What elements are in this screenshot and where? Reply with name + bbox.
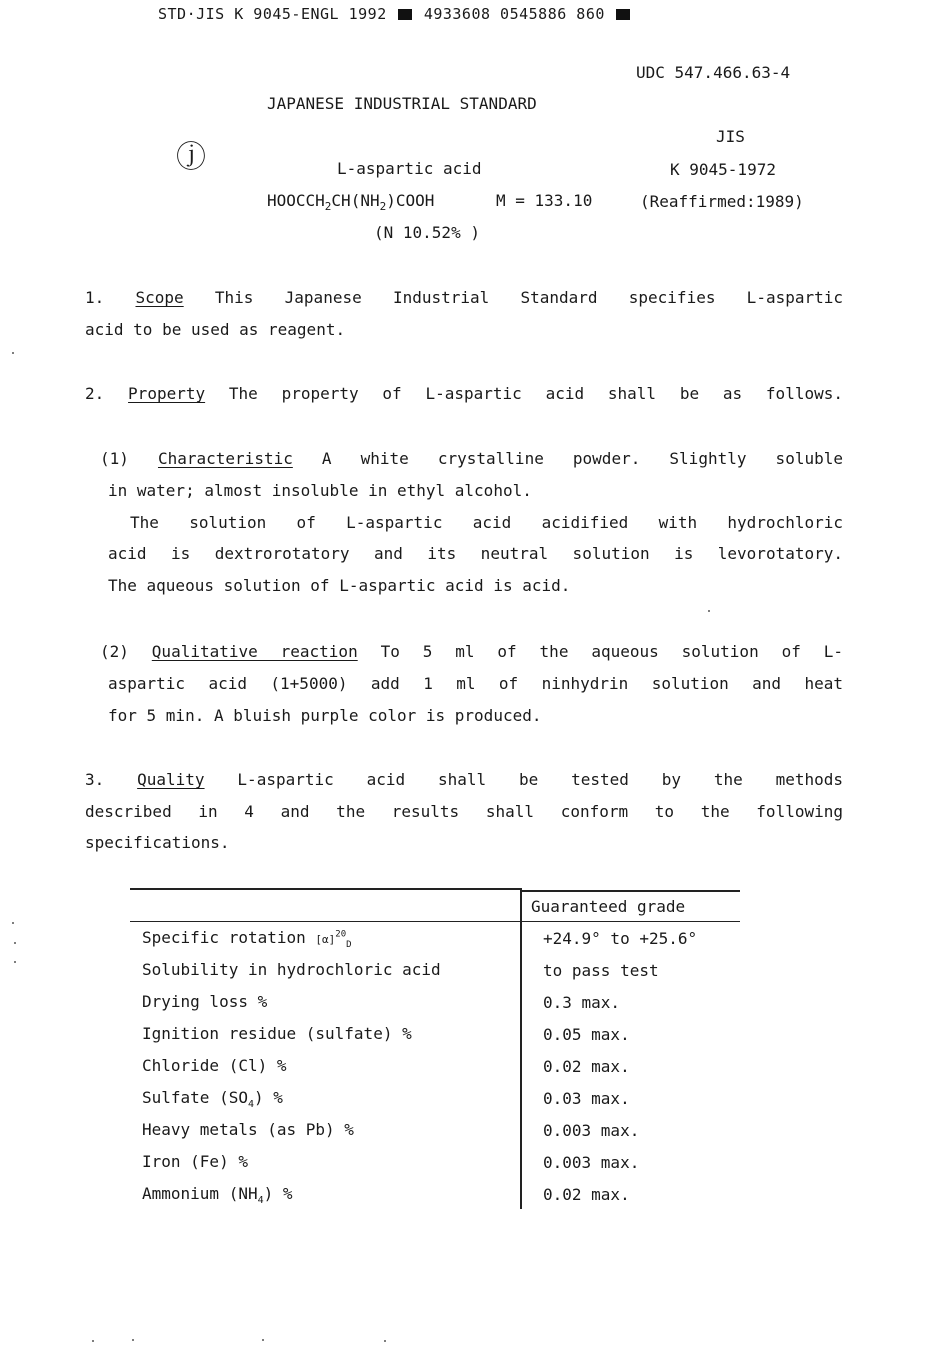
qualitative-line: for 5 min. A bluish purple color is produced.: [108, 705, 542, 725]
table-header-rule: [130, 921, 740, 922]
row-item: Sulfate $(SO_4)$ %: [142, 1088, 283, 1111]
standard-type: JAPANESE INDUSTRIAL STANDARD: [267, 94, 537, 113]
characteristic-line: (1) Characteristic A white crystalline powder. Slightly soluble: [100, 449, 843, 468]
scan-speck: [262, 1339, 264, 1341]
characteristic-line: in water; almost insoluble in ethyl alcohol.: [108, 481, 532, 500]
catalog-header: [158, 5, 632, 23]
row-item: Heavy metals (as Pb) %: [142, 1120, 354, 1139]
table-top-rule: [130, 888, 522, 890]
qualitative-body: [108, 668, 843, 731]
row-item: Ignition residue (sulfate) %: [142, 1024, 412, 1043]
scan-speck: [384, 1340, 386, 1342]
scan-speck: [14, 961, 16, 963]
row-item: Ammonium $(NH_4)$ %: [142, 1184, 293, 1207]
section-quality: [85, 764, 843, 859]
chemical-formula: $HOOCCH_2CH(NH_2)COOH$: [267, 191, 435, 214]
qualitative-line: aspartic acid (1+5000) add 1 ml of ninhydrin solution and heat: [108, 674, 843, 693]
row-value: +24.9° to +25.6°: [543, 929, 698, 948]
section-characteristic: [100, 443, 843, 475]
row-value: to pass test: [543, 961, 659, 980]
compound-name: L-aspartic acid: [337, 159, 482, 178]
scope-line: 1. Scope This Japanese Industrial Standard specifies L-aspartic: [85, 288, 844, 307]
scan-speck: [12, 352, 14, 354]
row-value: 0.03 max.: [543, 1089, 630, 1108]
scope-heading: Scope: [135, 288, 184, 307]
quality-heading: Quality: [137, 770, 205, 789]
property-heading: Property: [128, 384, 206, 403]
molar-mass: M = 133.10: [496, 191, 593, 210]
row-item: Solubility in hydrochloric acid: [142, 960, 441, 979]
row-value: 0.003 max.: [543, 1153, 640, 1172]
udc-code: UDC 547.466.63-4: [636, 63, 791, 82]
characteristic-line: The aqueous solution of L-aspartic acid is acid.: [108, 575, 571, 595]
characteristic-body: [108, 475, 843, 601]
row-item: Drying loss %: [142, 992, 268, 1011]
section-scope: [85, 282, 843, 345]
section-qualitative: [100, 636, 843, 668]
scan-speck: [12, 922, 14, 924]
qualitative-line: (2) Qualitative reaction To 5 ml of the aqueous solution of L-: [100, 642, 843, 661]
quality-line: described in 4 and the results shall conform to the following: [85, 801, 843, 821]
redaction-block-icon: [616, 9, 630, 20]
redaction-block-icon: [398, 9, 412, 20]
characteristic-line: acid is dextrorotatory and its neutral solution is levorotatory.: [108, 544, 843, 563]
quality-line: 3. Quality L-aspartic acid shall be tested by the methods: [85, 770, 844, 789]
reaffirmed-note: (Reaffirmed:1989): [640, 192, 804, 211]
table-column-divider: [520, 889, 522, 1209]
scan-speck: [92, 1340, 94, 1342]
row-item: Iron (Fe) %: [142, 1152, 248, 1171]
row-value: 0.3 max.: [543, 993, 621, 1012]
jis-number: K 9045-1972: [670, 160, 776, 179]
catalog-right: 4933608 0545886 860: [423, 5, 605, 23]
catalog-left: STD·JIS K 9045-ENGL 1992: [158, 5, 387, 23]
characteristic-line: The solution of L-aspartic acid acidified with hydrochloric: [130, 512, 843, 532]
qualitative-heading: Qualitative reaction: [151, 642, 358, 661]
row-item: Chloride (Cl) %: [142, 1056, 287, 1075]
row-item: Specific rotation $[\alpha]^{20}_D$: [142, 928, 352, 951]
row-value: 0.02 max.: [543, 1185, 630, 1204]
table-top-rule-right: [521, 890, 740, 892]
characteristic-heading: Characteristic: [157, 449, 293, 468]
scan-speck: [132, 1339, 134, 1341]
row-value: 0.02 max.: [543, 1057, 630, 1076]
nitrogen-content: (N 10.52% ): [374, 223, 480, 242]
section-property: [85, 378, 843, 410]
jis-label: JIS: [716, 127, 745, 146]
property-line: 2. Property The property of L-aspartic acid shall be as follows.: [85, 384, 843, 403]
quality-line: specifications.: [85, 833, 230, 852]
scan-speck: [708, 610, 710, 612]
row-value: 0.003 max.: [543, 1121, 640, 1140]
jis-mark-icon: ⓙ: [176, 140, 206, 175]
column-header-grade: Guaranteed grade: [531, 897, 686, 916]
scope-line: acid to be used as reagent.: [85, 319, 346, 339]
scan-speck: [14, 942, 16, 944]
row-value: 0.05 max.: [543, 1025, 630, 1044]
